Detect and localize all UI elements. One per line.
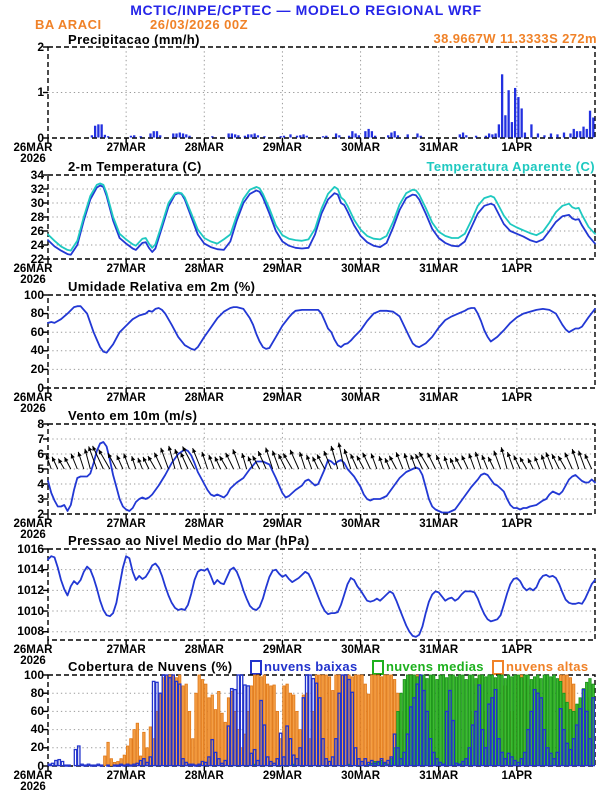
y-tick-label: 1012: [17, 582, 44, 597]
x-tick-label: 29MAR: [262, 770, 302, 782]
panel-title-pressure: Pressao ao Nivel Medio do Mar (hPa): [68, 533, 310, 548]
x-tick-label: 27MAR: [106, 263, 146, 275]
x-tick-label: 31MAR: [419, 518, 459, 530]
year-label: 2026: [20, 655, 46, 667]
y-tick-label: 80: [30, 306, 44, 321]
x-tick-label: 30MAR: [341, 142, 381, 154]
x-tick-label: 28MAR: [184, 770, 224, 782]
y-tick-label: 1008: [17, 624, 44, 639]
panel-title-temperature: 2-m Temperatura (C): [68, 159, 202, 174]
y-tick-label: 40: [30, 343, 44, 358]
x-tick-label: 29MAR: [262, 518, 302, 530]
y-tick-label: 1: [37, 85, 44, 99]
x-tick-label: 30MAR: [341, 392, 381, 404]
panel-title-precipitation: Precipitacao (mm/h): [68, 32, 200, 47]
page-title: MCTIC/INPE/CPTEC — MODELO REGIONAL WRF: [130, 2, 482, 18]
x-tick-label: 29MAR: [262, 142, 302, 154]
y-tick-label: 30: [30, 195, 44, 210]
year-label: 2026: [20, 274, 46, 286]
y-tick-label: 1016: [17, 541, 44, 556]
year-label: 2026: [20, 403, 46, 415]
year-label: 2026: [20, 153, 46, 165]
y-tick-label: 28: [30, 209, 44, 224]
y-tick-label: 26: [30, 223, 44, 238]
x-tick-label: 1APR: [501, 392, 533, 404]
x-tick-label: 27MAR: [106, 644, 146, 656]
x-tick-label: 27MAR: [106, 142, 146, 154]
y-tick-label: 20: [30, 361, 44, 376]
x-tick-label: 29MAR: [262, 263, 302, 275]
x-tick-label: 28MAR: [184, 142, 224, 154]
y-tick-label: 24: [30, 237, 44, 252]
x-tick-label: 30MAR: [341, 770, 381, 782]
y-tick-label: 60: [30, 324, 44, 339]
legend-label-mid-clouds: nuvens medias: [386, 659, 484, 674]
y-tick-label: 20: [30, 740, 44, 755]
y-tick-label: 1010: [17, 603, 44, 618]
y-tick-label: 32: [30, 181, 44, 196]
y-tick-label: 5: [37, 461, 44, 476]
y-tick-label: 3: [37, 491, 44, 506]
x-tick-label: 26MAR: [13, 770, 53, 782]
x-tick-label: 1APR: [501, 770, 533, 782]
x-tick-label: 28MAR: [184, 392, 224, 404]
x-tick-label: 28MAR: [184, 263, 224, 275]
y-tick-label: 8: [37, 416, 44, 431]
y-tick-label: 0: [37, 758, 44, 773]
x-tick-label: 1APR: [501, 142, 533, 154]
x-tick-label: 28MAR: [184, 518, 224, 530]
legend-label-high-clouds: nuvens altas: [506, 659, 589, 674]
x-tick-label: 31MAR: [419, 770, 459, 782]
year-label: 2026: [20, 529, 46, 541]
x-tick-label: 1APR: [501, 263, 533, 275]
y-tick-label: 2: [37, 39, 44, 54]
x-tick-label: 29MAR: [262, 392, 302, 404]
x-tick-label: 29MAR: [262, 644, 302, 656]
y-tick-label: 100: [23, 667, 44, 682]
y-tick-label: 80: [30, 685, 44, 700]
panel-title-wind: Vento em 10m (m/s): [68, 408, 198, 423]
x-tick-label: 27MAR: [106, 770, 146, 782]
x-tick-label: 26MAR: [13, 644, 53, 656]
y-tick-label: 40: [30, 722, 44, 737]
y-tick-label: 100: [23, 287, 44, 302]
y-tick-label: 34: [30, 167, 44, 182]
y-tick-label: 6: [37, 446, 44, 461]
station-label: BA ARACI: [35, 17, 102, 32]
x-tick-label: 30MAR: [341, 263, 381, 275]
x-tick-label: 31MAR: [419, 392, 459, 404]
x-tick-label: 28MAR: [184, 644, 224, 656]
x-tick-label: 26MAR: [13, 142, 53, 154]
x-tick-label: 31MAR: [419, 263, 459, 275]
x-tick-label: 30MAR: [341, 518, 381, 530]
x-tick-label: 31MAR: [419, 142, 459, 154]
year-label: 2026: [20, 781, 46, 792]
apparent-temperature-legend: Temperatura Aparente (C): [426, 159, 595, 174]
y-tick-label: 4: [37, 476, 44, 491]
y-tick-label: 1014: [17, 562, 44, 577]
run-datetime-label: 26/03/2026 00Z: [150, 17, 249, 32]
y-tick-label: 22: [30, 251, 44, 266]
x-tick-label: 26MAR: [13, 392, 53, 404]
x-tick-label: 27MAR: [106, 518, 146, 530]
x-tick-label: 30MAR: [341, 644, 381, 656]
y-tick-label: 2: [37, 506, 44, 521]
y-tick-label: 7: [37, 431, 44, 446]
y-tick-label: 0: [37, 380, 44, 395]
y-tick-label: 60: [30, 703, 44, 718]
x-tick-label: 1APR: [501, 644, 533, 656]
panel-title-clouds: Cobertura de Nuvens (%): [68, 659, 233, 674]
x-tick-label: 27MAR: [106, 392, 146, 404]
x-tick-label: 1APR: [501, 518, 533, 530]
panel-title-humidity: Umidade Relativa em 2m (%): [68, 279, 256, 294]
coordinates-label: 38.9667W 11.3333S 272m: [433, 31, 597, 46]
y-tick-label: 0: [37, 130, 44, 145]
x-tick-label: 31MAR: [419, 644, 459, 656]
x-tick-label: 26MAR: [13, 263, 53, 275]
x-tick-label: 26MAR: [13, 518, 53, 530]
legend-label-low-clouds: nuvens baixas: [264, 659, 358, 674]
